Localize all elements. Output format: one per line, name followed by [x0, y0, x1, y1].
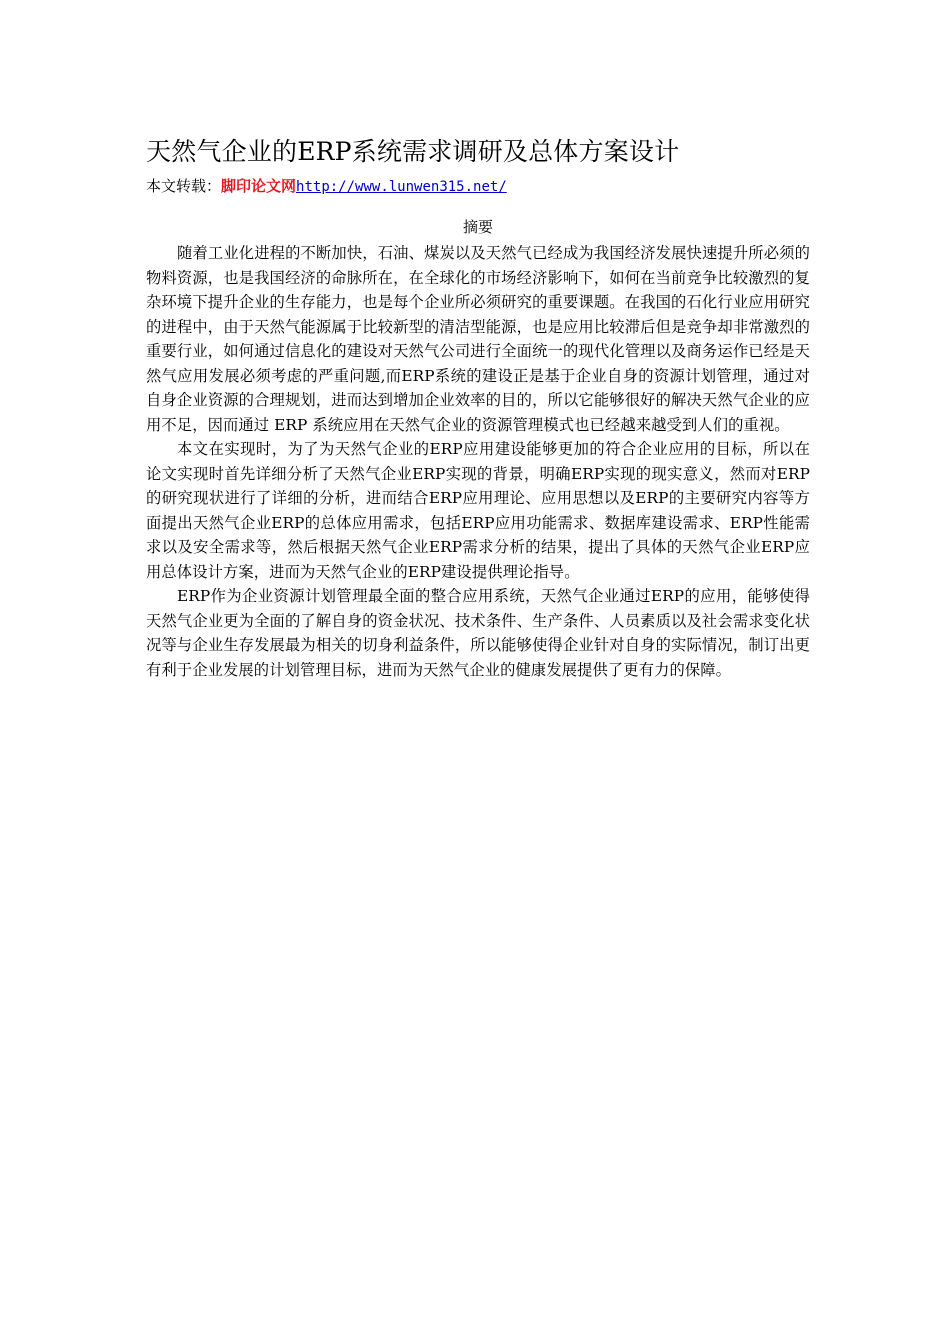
abstract-paragraph: 随着工业化进程的不断加快，石油、煤炭以及天然气已经成为我国经济发展快速提升所必须的物料资源，也是我国经济的命脉所在，在全球化的市场经济影响下，如何在当前竞争比较激烈的复杂环境下提升企业的生存能力，也是每个企业所必须研究的重要课题。在我国的石化行业应用研究的进程中，由于天然气能源属于比较新型的清洁型能源，也是应用比较滞后但是竞争却非常激烈的重要行业，如何通过信息化的建设对天然气公司进行全面统一的现代化管理以及商务运作已经是天然气应用发展必须考虑的严重问题,而ERP系统的建设正是基于企业自身的资源计划管理，通过对自身企业资源的合理规划，进而达到增加企业效率的目的，所以它能够很好的解决天然气企业的应用不足，因而通过 ERP 系统应用在天然气企业的资源管理模式也已经越来越受到人们的重视。 — [146, 244, 810, 434]
document-title: 天然气企业的ERP系统需求调研及总体方案设计 — [146, 137, 680, 166]
source-url-link[interactable]: http://www.lunwen315.net/ — [296, 179, 507, 195]
abstract-paragraph: ERP作为企业资源计划管理最全面的整合应用系统，天然气企业通过ERP的应用，能够使得天然气企业更为全面的了解自身的资金状况、技术条件、生产条件、人员素质以及社会需求变化状况等与企业生存发展最为相关的切身利益条件，所以能够使得企业针对自身的实际情况，制订出更有利于企业发展的计划管理目标，进而为天然气企业的健康发展提供了更有力的保障。 — [146, 587, 810, 679]
source-prefix: 本文转载： — [146, 177, 222, 195]
document-content — [146, 134, 810, 682]
abstract-paragraph: 本文在实现时，为了为天然气企业的ERP应用建设能够更加的符合企业应用的目标，所以在论文实现时首先详细分析了天然气企业ERP实现的背景，明确ERP实现的现实意义，然而对ERP的研究现状进行了详细的分析，进而结合ERP应用理论、应用思想以及ERP的主要研究内容等方面提出天然气企业ERP的总体应用需求，包括ERP应用功能需求、数据库建设需求、ERP性能需求以及安全需求等，然后根据天然气企业ERP需求分析的结果，提出了具体的天然气企业ERP应用总体设计方案，进而为天然气企业的ERP建设提供理论指导。 — [146, 440, 810, 581]
abstract-heading: 摘要 — [462, 218, 493, 236]
source-site-name: 脚印论文网 — [221, 177, 297, 195]
source-line — [146, 174, 810, 199]
